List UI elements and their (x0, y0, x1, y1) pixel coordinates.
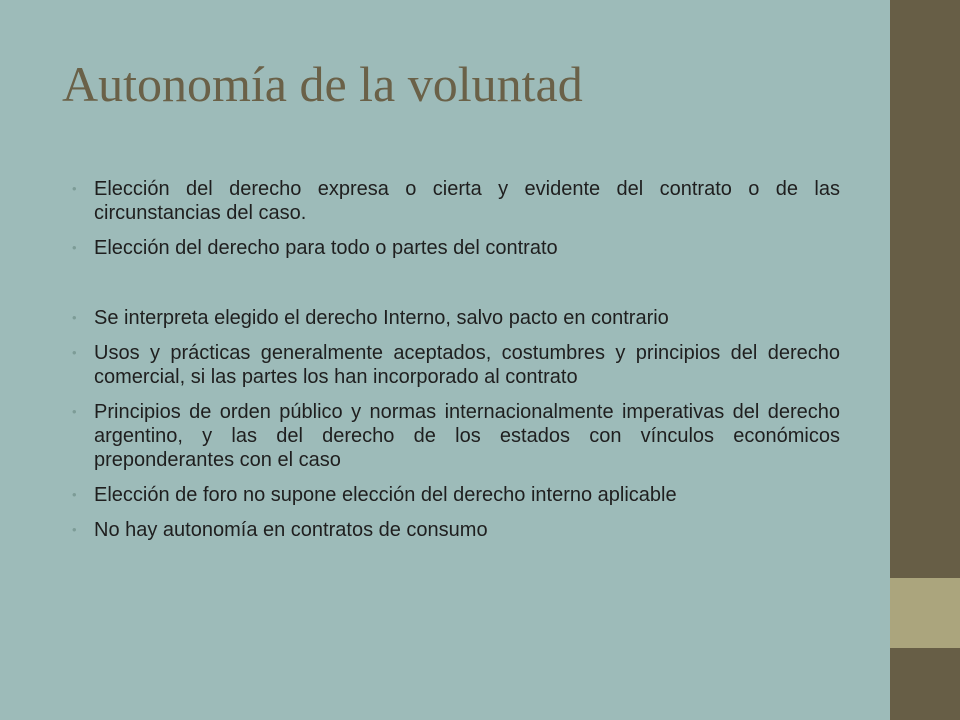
bullet-text: Elección de foro no supone elección del derecho interno aplicable (94, 484, 677, 506)
bullet-list (72, 177, 840, 553)
bullet-text: Principios de orden público y normas internacionalmente imperativas del derecho argentino, y las del derecho de los estados con vínculos económicos preponderantes con el caso (94, 401, 840, 471)
bullet-text: No hay autonomía en contratos de consumo (94, 519, 488, 541)
bullet-item (72, 341, 840, 389)
bullet-text: Elección del derecho expresa o cierta y evidente del contrato o de las circunstancias del caso. (94, 178, 840, 224)
bullet-icon: • (72, 240, 77, 255)
bullet-icon: • (72, 181, 77, 196)
bullet-text: Usos y prácticas generalmente aceptados, costumbres y principios del derecho comercial, si las partes los han incorporado al contrato (94, 342, 840, 388)
decorative-sidebar-accent (890, 578, 960, 648)
bullet-item (72, 518, 840, 542)
bullet-item (72, 177, 840, 225)
bullet-icon: • (72, 345, 77, 360)
bullet-item (72, 236, 840, 260)
bullet-icon: • (72, 310, 77, 325)
bullet-item (72, 400, 840, 472)
bullet-icon: • (72, 404, 77, 419)
bullet-text: Se interpreta elegido el derecho Interno, salvo pacto en contrario (94, 307, 669, 329)
bullet-icon: • (72, 522, 77, 537)
bullet-item (72, 483, 840, 507)
bullet-item (72, 306, 840, 330)
bullet-text: Elección del derecho para todo o partes del contrato (94, 237, 558, 259)
bullet-icon: • (72, 487, 77, 502)
slide-title: Autonomía de la voluntad (62, 56, 583, 112)
